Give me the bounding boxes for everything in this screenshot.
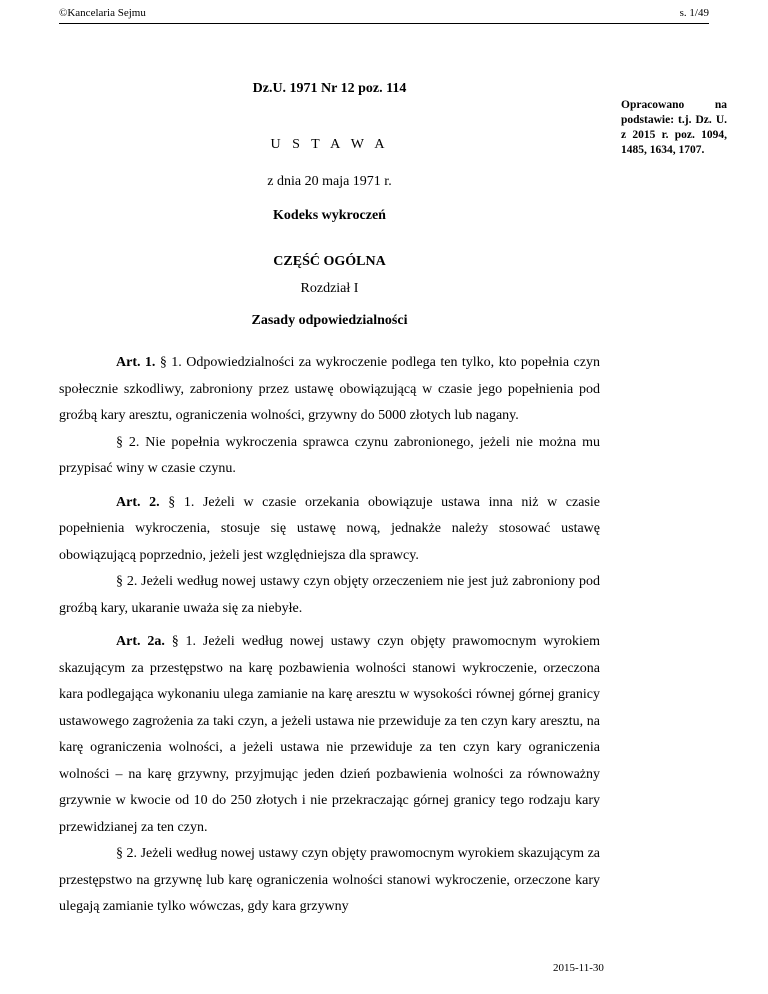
article-2a-par-1	[59, 629, 600, 841]
act-type: U S T A W A	[270, 137, 389, 152]
document-body	[59, 343, 600, 921]
article-1-par-1	[59, 350, 600, 430]
page-header-left: ©Kancelaria Sejmu	[59, 7, 146, 19]
article-2a-text: § 1. Jeżeli według nowej ustawy czyn objęty prawomocnym wyrokiem skazującym za przestępstwo na karę pozbawienia wolności stanowi wykroczenie, orzeczona kara podlegająca wykonaniu ulega zamianie na karę aresztu w wysokości równej górnej granicy ustawowego zagrożenia za taki czyn, a jeżeli ustawa nie przewiduje za ten czyn kary aresztu, na karę ograniczenia wolności, a jeżeli ustawa nie przewiduje za ten czyn kary ograniczenia wolności – na karę grzywny, przyjmując jeden dzień pozbawienia wolności za równoważny grzywnie w kwocie od 10 do 250 złotych i nie przekraczając górnej granicy tego rodzaju kary przewidzianej za ten czyn.	[59, 634, 600, 835]
article-2-text: § 1. Jeżeli w czasie orzekania obowiązuje ustawa inna niż w czasie popełnienia wykroczenia, stosuje się ustawę nową, jednakże należy stosować ustawę obowiązującą poprzednio, jeżeli jest względniejsza dla sprawcy.	[59, 494, 600, 563]
article-2a-label: Art. 2a.	[116, 634, 165, 649]
article-1-text: § 1. Odpowiedzialności za wykroczenie podlega ten tylko, kto popełnia czyn społecznie szkodliwy, zabroniony przez ustawę obowiązującą w czasie jego popełnienia pod groźbą kary aresztu, ograniczenia wolności, grzywny do 5000 złotych lub nagany.	[59, 355, 600, 423]
article-2-label: Art. 2.	[116, 494, 160, 510]
part-title: CZĘŚĆ OGÓLNA	[273, 254, 386, 269]
source-note: Opracowano na podstawie: t.j. Dz. U. z 2015 r. poz. 1094, 1485, 1634, 1707.	[621, 99, 727, 156]
page-number: s. 1/49	[679, 7, 709, 19]
chapter-number: Rozdział I	[300, 281, 359, 296]
act-name: Kodeks wykroczeń	[273, 208, 386, 223]
article-1-label: Art. 1.	[116, 355, 156, 370]
article-2a-par-2: § 2. Jeżeli według nowej ustawy czyn objęty prawomocnym wyrokiem skazującym za przestępstwo na grzywnę lub karę ograniczenia wolności stanowi wykroczenie, orzeczone kary ulegają zamianie tylko wówczas, gdy kara grzywny	[59, 846, 600, 914]
journal-reference: Dz.U. 1971 Nr 12 poz. 114	[252, 81, 407, 96]
chapter-title: Zasady odpowiedzialności	[251, 313, 408, 328]
footer-date: 2015-11-30	[553, 962, 604, 974]
act-date: z dnia 20 maja 1971 r.	[267, 174, 392, 189]
header-rule	[59, 23, 709, 24]
article-2-par-1	[59, 490, 600, 570]
article-2-par-2: § 2. Jeżeli według nowej ustawy czyn objęty orzeczeniem nie jest już zabroniony pod groźbą kary, ukaranie uważa się za niebyłe.	[59, 574, 600, 616]
article-1-par-2: § 2. Nie popełnia wykroczenia sprawca czynu zabronionego, jeżeli nie można mu przypisać winy w czasie czynu.	[59, 434, 600, 476]
